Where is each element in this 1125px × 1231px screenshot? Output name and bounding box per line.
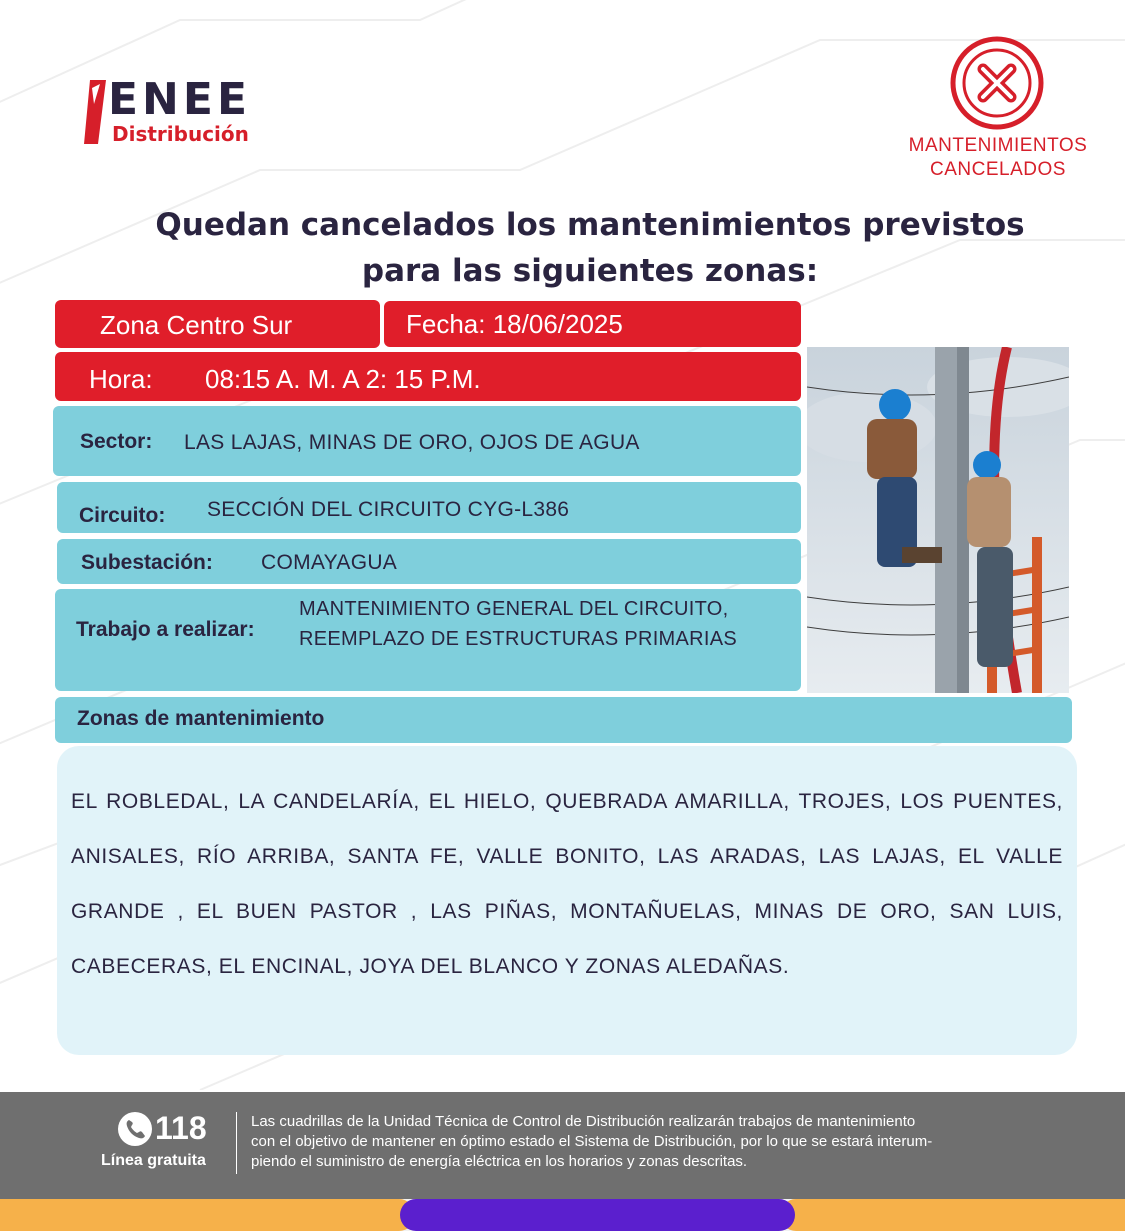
bottom-color-bar	[0, 1199, 1125, 1231]
sector-value: LAS LAJAS, MINAS DE ORO, OJOS DE AGUA	[184, 431, 640, 454]
work-row	[55, 589, 801, 691]
bar-orange-right	[780, 1199, 1125, 1231]
work-value-line2: REEMPLAZO DE ESTRUCTURAS PRIMARIAS	[299, 628, 738, 650]
headline-line1: Quedan cancelados los mantenimientos previstos	[155, 207, 1025, 243]
substation-value: COMAYAGUA	[261, 551, 398, 574]
time-bar	[55, 352, 801, 401]
phone-number: 118	[155, 1110, 207, 1146]
cancel-badge-line1: MANTENIMIENTOS	[908, 135, 1088, 156]
footer-description	[251, 1112, 1051, 1172]
circuit-label: Circuito:	[79, 504, 166, 527]
sector-row	[53, 406, 801, 476]
footer-line3: piendo el suministro de energía eléctrica en los horarios y zonas descritas.	[251, 1153, 748, 1170]
linemen-photo	[807, 347, 1069, 693]
substation-row	[57, 539, 801, 584]
footer	[0, 1092, 1125, 1199]
circuit-row	[57, 482, 801, 533]
zones-header	[55, 697, 1072, 743]
zone-label: Zona Centro Sur	[100, 310, 293, 340]
headline	[60, 202, 1120, 294]
footer-divider	[236, 1112, 237, 1174]
sector-label: Sector:	[80, 430, 153, 453]
cancel-badge-label	[880, 134, 1116, 182]
bar-purple	[400, 1199, 795, 1231]
cancel-x-icon	[950, 36, 1044, 130]
enee-logo	[84, 74, 314, 150]
zones-panel	[57, 746, 1077, 1055]
bar-orange-left	[0, 1199, 415, 1231]
footer-line1: Las cuadrillas de la Unidad Técnica de Control de Distribución realizarán trabajos de mantenimiento	[251, 1113, 916, 1130]
footer-line2: con el objetivo de mantener en óptimo estado el Sistema de Distribución, por lo que se estará interum-	[251, 1133, 933, 1150]
work-label: Trabajo a realizar:	[76, 618, 255, 641]
headline-line2: para las siguientes zonas:	[361, 253, 819, 289]
phone-icon	[118, 1112, 152, 1146]
logo-subtitle: Distribución	[112, 122, 249, 146]
zone-bar	[55, 300, 380, 348]
zones-label: Zonas de mantenimiento	[77, 707, 325, 730]
substation-label: Subestación:	[81, 551, 213, 574]
time-label: Hora:	[89, 364, 153, 394]
phone-label: Línea gratuita	[101, 1152, 206, 1169]
cancel-badge-line2: CANCELADOS	[930, 159, 1066, 180]
date-label: Fecha: 18/06/2025	[406, 309, 623, 339]
date-bar	[384, 301, 801, 347]
zones-list: EL ROBLEDAL, LA CANDELARÍA, EL HIELO, QUEBRADA AMARILLA, TROJES, LOS PUENTES, ANISALES, RÍO ARRIBA, SANTA FE, VALLE BONITO, LAS ARADAS, LAS LAJAS, EL VALLE GRANDE , EL BUEN PASTOR , LAS PIÑAS, MONTAÑUELAS, MINAS DE ORO, SAN LUIS, CABECERAS, EL ENCINAL, JOYA DEL BLANCO Y ZONAS ALEDAÑAS.	[71, 790, 1063, 978]
logo-title: ENEE	[108, 74, 251, 125]
time-value: 08:15 A. M. A 2: 15 P.M.	[205, 364, 481, 394]
work-value-line1: MANTENIMIENTO GENERAL DEL CIRCUITO,	[299, 598, 729, 620]
logo-mark-icon	[84, 80, 106, 144]
circuit-value: SECCIÓN DEL CIRCUITO CYG-L386	[207, 498, 570, 521]
